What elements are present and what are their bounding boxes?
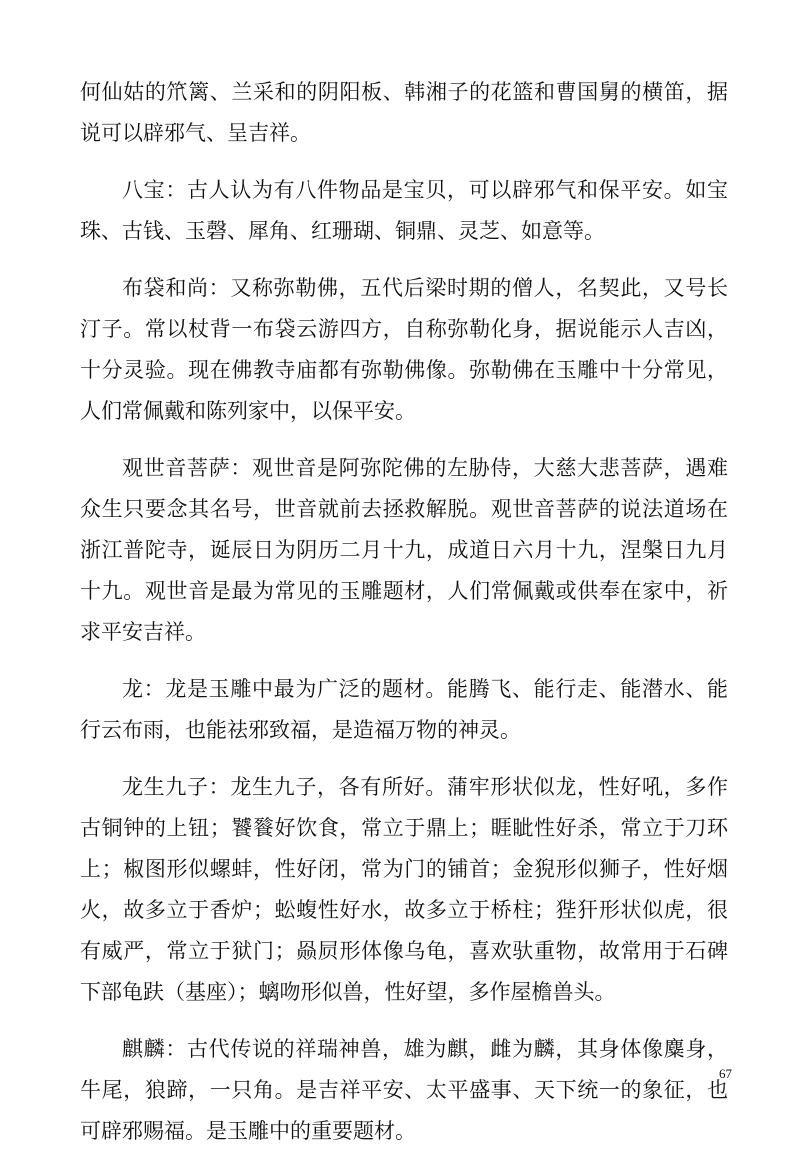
paragraph-continuation: 何仙姑的笊篱、兰采和的阴阳板、韩湘子的花篮和曹国舅的横笛，据说可以辟邪气、呈吉祥。 bbox=[80, 80, 728, 145]
paragraph-longsheng-jiuzi: 龙生九子：龙生九子，各有所好。蒲牢形状似龙，性好吼，多作古铜钟的上钮；饕餮好饮食，常立于鼎上；睚眦性好杀，常立于刀环上；椒图形似螺蚌，性好闭，常为门的铺首；金猊形似狮子，性好烟火，故多立于香炉；蚣蝮性好水，故多立于桥柱；狴犴形状似虎，很有威严，常立于狱门；赑屃形体像乌龟，喜欢驮重物，故常用于石碑下部龟趺（基座）；螭吻形似兽，性好望，多作屋檐兽头。 bbox=[80, 775, 728, 1004]
paragraph-qilin: 麒麟：古代传说的祥瑞神兽，雄为麒，雌为麟，其身体像麋身，牛尾，狼蹄，一只角。是吉祥平安、太平盛事、天下统一的象征，也可辟邪赐福。是玉雕中的重要题材。 bbox=[80, 1037, 728, 1143]
paragraph-guanshiyin: 观世音菩萨：观世音是阿弥陀佛的左胁侍，大慈大悲菩萨，遇难众生只要念其名号，世音就前去拯救解脱。观世音菩萨的说法道场在浙江普陀寺，诞辰日为阴历二月十九，成道日六月十九，涅槃日九月十九。观世音是最为常见的玉雕题材，人们常佩戴或供奉在家中，祈求平安吉祥。 bbox=[80, 456, 728, 644]
paragraph-long: 龙：龙是玉雕中最为广泛的题材。能腾飞、能行走、能潜水、能行云布雨，也能祛邪致福，是造福万物的神灵。 bbox=[80, 677, 728, 742]
page-number: 67 bbox=[719, 1066, 732, 1081]
paragraph-budai-heshang: 布袋和尚：又称弥勒佛，五代后梁时期的僧人，名契此，又号长汀子。常以杖背一布袋云游四方，自称弥勒化身，据说能示人吉凶，十分灵验。现在佛教寺庙都有弥勒佛像。弥勒佛在玉雕中十分常见，人们常佩戴和陈列家中，以保平安。 bbox=[80, 276, 728, 423]
paragraph-babao: 八宝：古人认为有八件物品是宝贝，可以辟邪气和保平安。如宝珠、古钱、玉磬、犀角、红珊瑚、铜鼎、灵芝、如意等。 bbox=[80, 178, 728, 243]
body-text bbox=[80, 72, 728, 1168]
